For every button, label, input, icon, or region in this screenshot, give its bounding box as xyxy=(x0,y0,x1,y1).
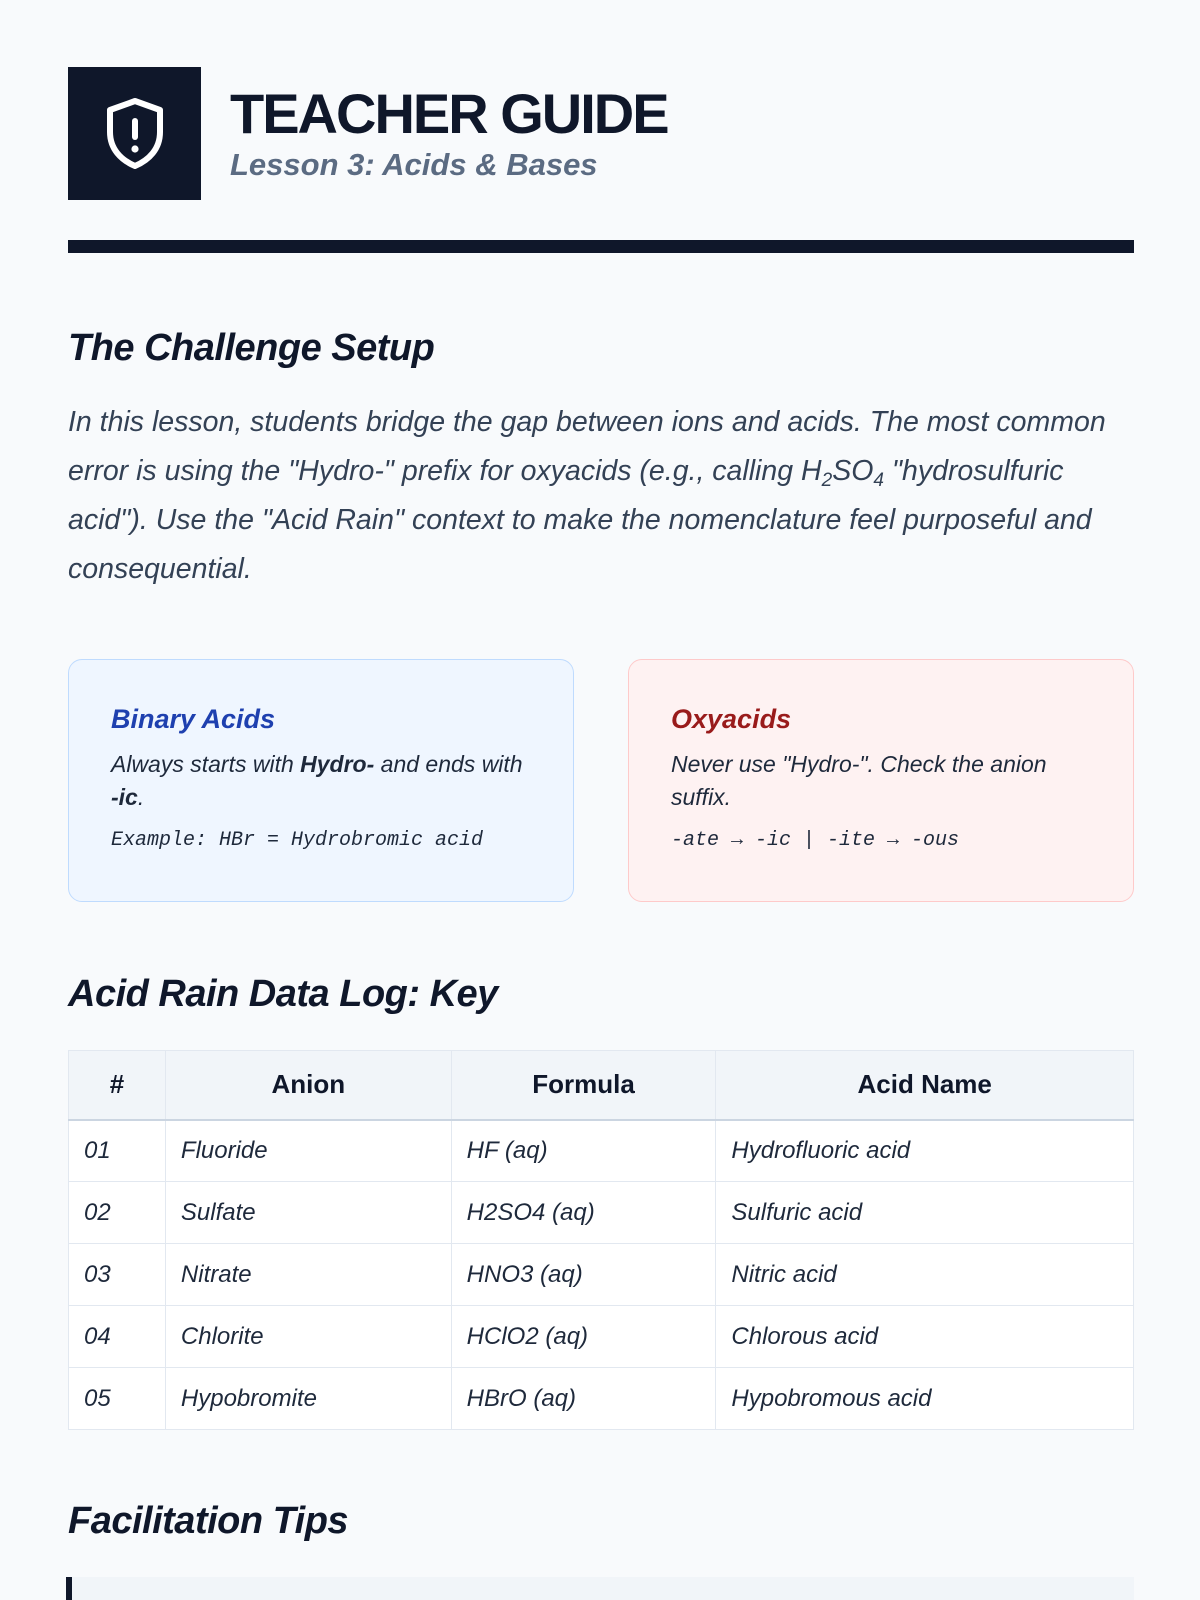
anion-cell: Chlorite xyxy=(165,1306,451,1368)
binary-rule-suffix: -ic xyxy=(111,784,138,810)
formula-cell: HNO3 (aq) xyxy=(451,1244,716,1306)
acid-name-cell: Hypobromous acid xyxy=(716,1368,1134,1430)
column-header-formula: Formula xyxy=(451,1051,716,1120)
acid-name-cell: Hydrofluoric acid xyxy=(716,1120,1134,1182)
row-number: 05 xyxy=(69,1368,166,1430)
acid-name-cell: Chlorous acid xyxy=(716,1306,1134,1368)
formula-cell: HF (aq) xyxy=(451,1120,716,1182)
header-text xyxy=(230,81,668,184)
binary-rule-prefix: Hydro- xyxy=(300,751,375,777)
acid-name-cell: Sulfuric acid xyxy=(716,1182,1134,1244)
acid-name-cell: Nitric acid xyxy=(716,1244,1134,1306)
anion-cell: Sulfate xyxy=(165,1182,451,1244)
header xyxy=(68,67,1132,200)
shield-alert-icon xyxy=(103,96,167,172)
anion-cell: Fluoride xyxy=(165,1120,451,1182)
table-header-row xyxy=(69,1051,1134,1120)
binary-acids-example: Example: HBr = Hydrobromic acid xyxy=(111,829,484,852)
challenge-text-part-1: In this lesson, students bridge the gap between ions and acids. The most common error is using the "Hydro-" prefix for oxyacids (e.g., calling H xyxy=(68,406,1106,487)
row-number: 02 xyxy=(69,1182,166,1244)
challenge-heading: The Challenge Setup xyxy=(68,327,435,369)
formula-cell: H2SO4 (aq) xyxy=(451,1182,716,1244)
data-log-heading: Acid Rain Data Log: Key xyxy=(68,973,498,1015)
binary-acids-rule xyxy=(111,748,533,814)
table-row xyxy=(69,1368,1134,1430)
row-number: 03 xyxy=(69,1244,166,1306)
anion-cell: Hypobromite xyxy=(165,1368,451,1430)
column-header-number: # xyxy=(69,1051,166,1120)
binary-rule-text-a: Always starts with xyxy=(111,751,301,777)
table-row xyxy=(69,1182,1134,1244)
subscript-4: 4 xyxy=(873,470,884,491)
oxyacids-title: Oxyacids xyxy=(671,704,792,734)
page-subtitle: Lesson 3: Acids & Bases xyxy=(230,146,598,182)
rule-cards xyxy=(68,659,1134,902)
anion-cell: Nitrate xyxy=(165,1244,451,1306)
oxyacids-rule: Never use "Hydro-". Check the anion suffix. xyxy=(671,751,1047,810)
table-row xyxy=(69,1306,1134,1368)
binary-acids-title: Binary Acids xyxy=(111,704,276,734)
binary-rule-text-b: and ends with xyxy=(374,751,523,777)
facilitation-tips-heading: Facilitation Tips xyxy=(68,1500,349,1542)
column-header-acid-name: Acid Name xyxy=(716,1051,1134,1120)
oxyacids-example: -ate → -ic | -ite → -ous xyxy=(671,829,960,852)
row-number: 01 xyxy=(69,1120,166,1182)
binary-acids-card xyxy=(68,659,574,902)
header-divider xyxy=(68,240,1134,253)
challenge-text-part-3: "hydrosulfuric acid"). Use the "Acid Rain" context to make the nomenclature feel purposeful and consequential. xyxy=(68,455,1092,585)
challenge-text xyxy=(68,398,1134,594)
oxyacids-card xyxy=(628,659,1134,902)
row-number: 04 xyxy=(69,1306,166,1368)
column-header-anion: Anion xyxy=(165,1051,451,1120)
table-row xyxy=(69,1120,1134,1182)
facilitation-tip-box xyxy=(66,1577,1134,1600)
challenge-text-part-2: SO xyxy=(832,455,874,487)
formula-cell: HBrO (aq) xyxy=(451,1368,716,1430)
table-row xyxy=(69,1244,1134,1306)
page-title: TEACHER GUIDE xyxy=(230,81,668,145)
formula-cell: HClO2 (aq) xyxy=(451,1306,716,1368)
logo-badge xyxy=(68,67,201,200)
subscript-2: 2 xyxy=(821,470,833,491)
acid-key-table xyxy=(68,1050,1134,1430)
binary-rule-text-c: . xyxy=(137,784,145,810)
